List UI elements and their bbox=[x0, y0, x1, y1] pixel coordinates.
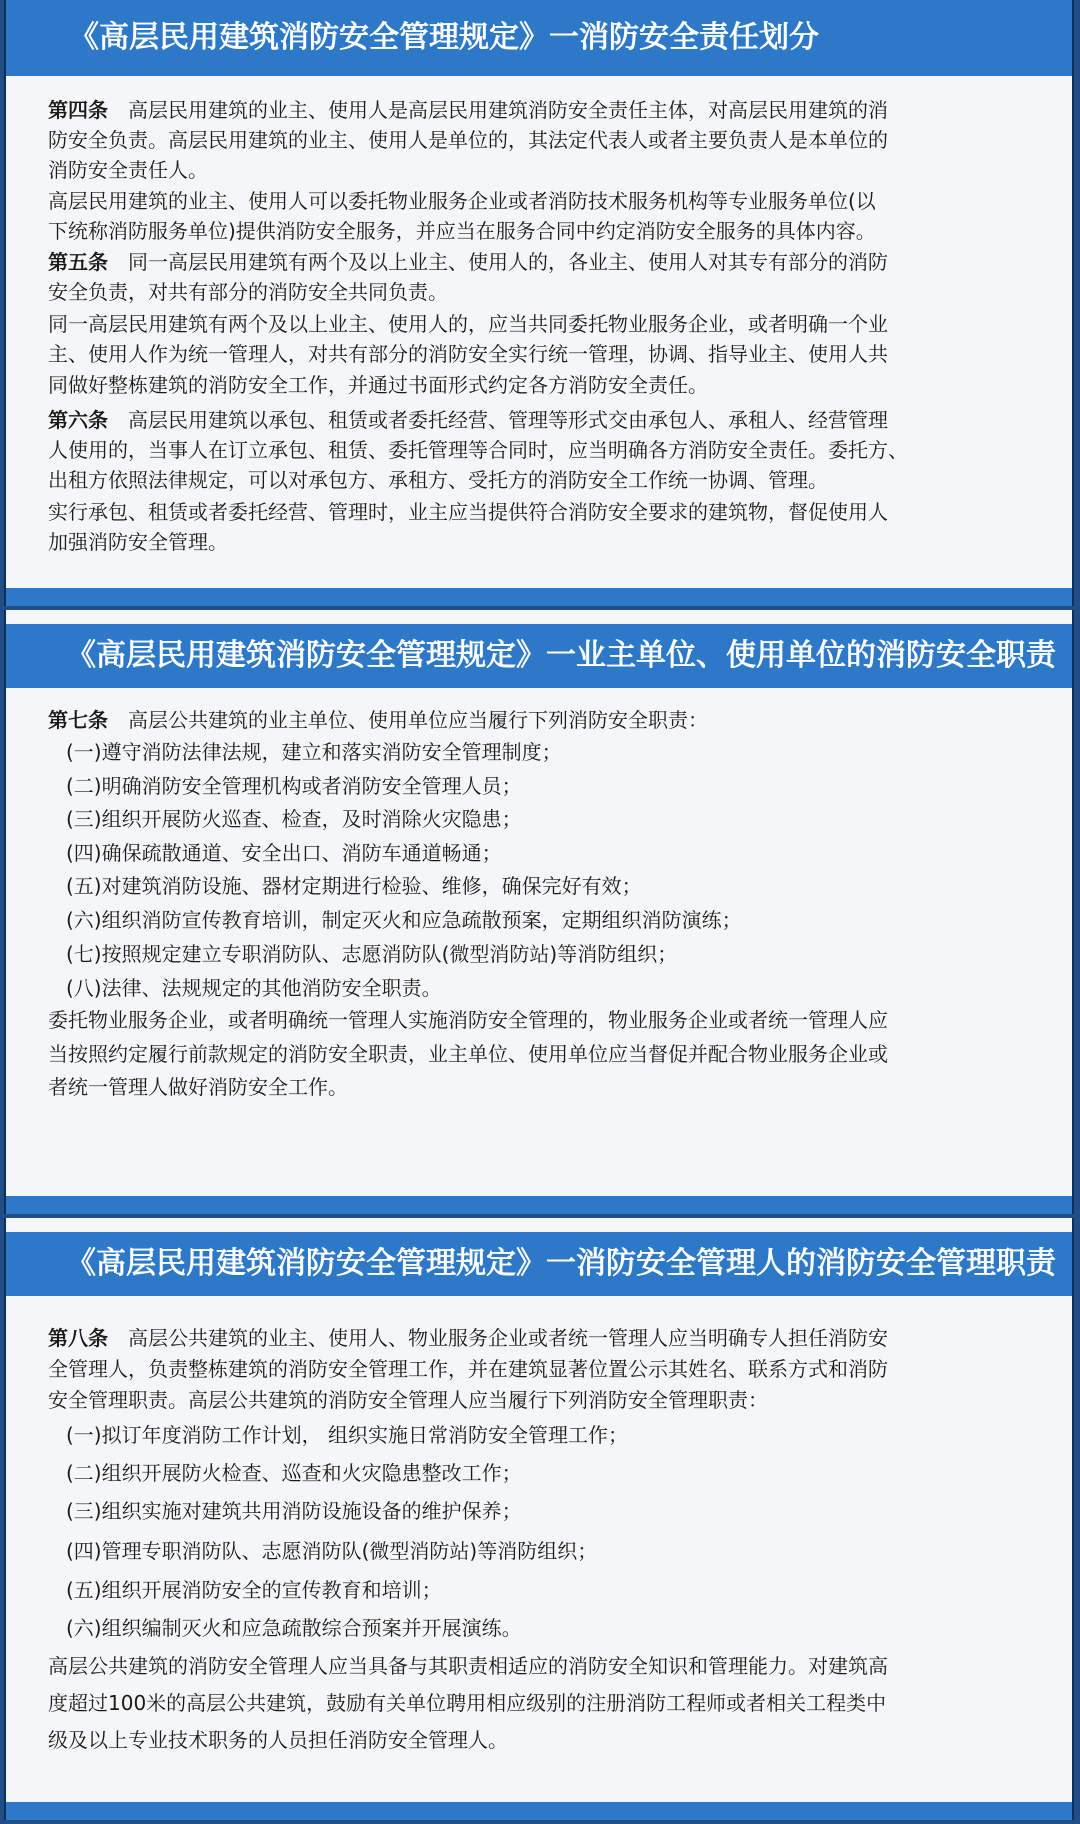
article-line: 安全负责，对共有部分的消防安全共同负责。 bbox=[48, 280, 448, 304]
article-line: 全管理人，负责整栋建筑的消防安全管理工作，并在建筑显著位置公示其姓名、联系方式和消防 bbox=[48, 1357, 888, 1381]
section-footer-bar bbox=[6, 1196, 1072, 1214]
article-line: 度超过100米的高层公共建筑，鼓励有关单位聘用相应级别的注册消防工程师或者相关工程类中 bbox=[48, 1691, 887, 1715]
duty-item: (三)组织实施对建筑共用消防设施设备的维护保养； bbox=[66, 1499, 522, 1523]
article-text: 高层民用建筑的业主、使用人是高层民用建筑消防安全责任主体，对高层民用建筑的消 bbox=[128, 98, 888, 122]
article-line: 出租方依照法律规定，可以对承包方、承租方、受托方的消防安全工作统一协调、管理。 bbox=[48, 468, 828, 492]
article-line: 安全管理职责。高层公共建筑的消防安全管理人应当履行下列消防安全管理职责： bbox=[48, 1388, 768, 1412]
duty-item: (六)组织消防宣传教育培训，制定灭火和应急疏散预案，定期组织消防演练； bbox=[66, 908, 742, 932]
duty-item: (二)组织开展防火检查、巡查和火灾隐患整改工作； bbox=[66, 1461, 522, 1485]
duty-item: (六)组织编制灭火和应急疏散综合预案并开展演练。 bbox=[66, 1616, 522, 1640]
article-line bbox=[48, 250, 888, 274]
duty-item: (二)明确消防安全管理机构或者消防安全管理人员； bbox=[66, 774, 522, 798]
article-line bbox=[48, 1326, 888, 1350]
article-line: 下统称消防服务单位)提供消防安全服务，并应当在服务合同中约定消防安全服务的具体内容。 bbox=[48, 219, 876, 243]
article-text: 高层公共建筑的业主单位、使用单位应当履行下列消防安全职责： bbox=[128, 708, 708, 732]
article-text: 同一高层民用建筑有两个及以上业主、使用人的，各业主、使用人对其专有部分的消防 bbox=[128, 250, 888, 274]
duty-item: (四)管理专职消防队、志愿消防队(微型消防站)等消防组织； bbox=[66, 1539, 598, 1563]
duty-item: (一)拟订年度消防工作计划， 组织实施日常消防安全管理工作； bbox=[66, 1423, 628, 1447]
duty-item: (七)按照规定建立专职消防队、志愿消防队(微型消防站)等消防组织； bbox=[66, 942, 678, 966]
article-label: 第七条 bbox=[48, 708, 108, 732]
article-text: 高层民用建筑以承包、租赁或者委托经营、管理等形式交由承包人、承租人、经营管理 bbox=[128, 408, 888, 432]
section-panel-manager-duties bbox=[4, 1218, 1074, 1820]
section-footer-bar bbox=[6, 588, 1072, 606]
article-label: 第八条 bbox=[48, 1326, 108, 1350]
article-label: 第四条 bbox=[48, 98, 108, 122]
article-text: 高层公共建筑的业主、使用人、物业服务企业或者统一管理人应当明确专人担任消防安 bbox=[128, 1326, 888, 1350]
duty-item: (五)组织开展消防安全的宣传教育和培训； bbox=[66, 1578, 442, 1602]
section-footer-bar bbox=[6, 1802, 1072, 1820]
article-line bbox=[48, 708, 708, 732]
duty-item: (三)组织开展防火巡查、检查，及时消除火灾隐患； bbox=[66, 807, 522, 831]
article-line: 防安全负责。高层民用建筑的业主、使用人是单位的，其法定代表人或者主要负责人是本单位的 bbox=[48, 128, 888, 152]
article-label: 第六条 bbox=[48, 408, 108, 432]
article-line: 人使用的，当事人在订立承包、租赁、委托管理等合同时，应当明确各方消防安全责任。委托方、 bbox=[48, 438, 908, 462]
article-line: 同做好整栋建筑的消防安全工作，并通过书面形式约定各方消防安全责任。 bbox=[48, 373, 708, 397]
section-title: 《高层民用建筑消防安全管理规定》一业主单位、使用单位的消防安全职责 bbox=[6, 624, 1072, 688]
section-panel-responsibility bbox=[4, 0, 1074, 606]
article-line: 高层民用建筑的业主、使用人可以委托物业服务企业或者消防技术服务机构等专业服务单位(以 bbox=[48, 189, 876, 213]
article-line: 实行承包、租赁或者委托经营、管理时，业主应当提供符合消防安全要求的建筑物，督促使用人 bbox=[48, 500, 888, 524]
article-line: 委托物业服务企业，或者明确统一管理人实施消防安全管理的，物业服务企业或者统一管理人应 bbox=[48, 1008, 888, 1032]
section-title: 《高层民用建筑消防安全管理规定》一消防安全管理人的消防安全管理职责 bbox=[6, 1232, 1072, 1296]
article-label: 第五条 bbox=[48, 250, 108, 274]
article-line: 主、使用人作为统一管理人，对共有部分的消防安全实行统一管理，协调、指导业主、使用人共 bbox=[48, 342, 888, 366]
article-line bbox=[48, 408, 888, 432]
section-title: 《高层民用建筑消防安全管理规定》一消防安全责任划分 bbox=[6, 0, 1072, 76]
article-line: 同一高层民用建筑有两个及以上业主、使用人的，应当共同委托物业服务企业，或者明确一个业 bbox=[48, 312, 888, 336]
duty-item: (五)对建筑消防设施、器材定期进行检验、维修，确保完好有效； bbox=[66, 874, 642, 898]
article-line: 消防安全责任人。 bbox=[48, 158, 208, 182]
section-panel-owner-duties bbox=[4, 610, 1074, 1214]
article-line: 者统一管理人做好消防安全工作。 bbox=[48, 1075, 348, 1099]
article-line: 加强消防安全管理。 bbox=[48, 530, 228, 554]
article-line: 高层公共建筑的消防安全管理人应当具备与其职责相适应的消防安全知识和管理能力。对建筑高 bbox=[48, 1654, 888, 1678]
article-line: 当按照约定履行前款规定的消防安全职责，业主单位、使用单位应当督促并配合物业服务企业或 bbox=[48, 1042, 888, 1066]
duty-item: (八)法律、法规规定的其他消防安全职责。 bbox=[66, 976, 442, 1000]
article-line bbox=[48, 98, 888, 122]
duty-item: (一)遵守消防法律法规，建立和落实消防安全管理制度； bbox=[66, 740, 562, 764]
article-line: 级及以上专业技术职务的人员担任消防安全管理人。 bbox=[48, 1728, 508, 1752]
duty-item: (四)确保疏散通道、安全出口、消防车通道畅通； bbox=[66, 841, 502, 865]
